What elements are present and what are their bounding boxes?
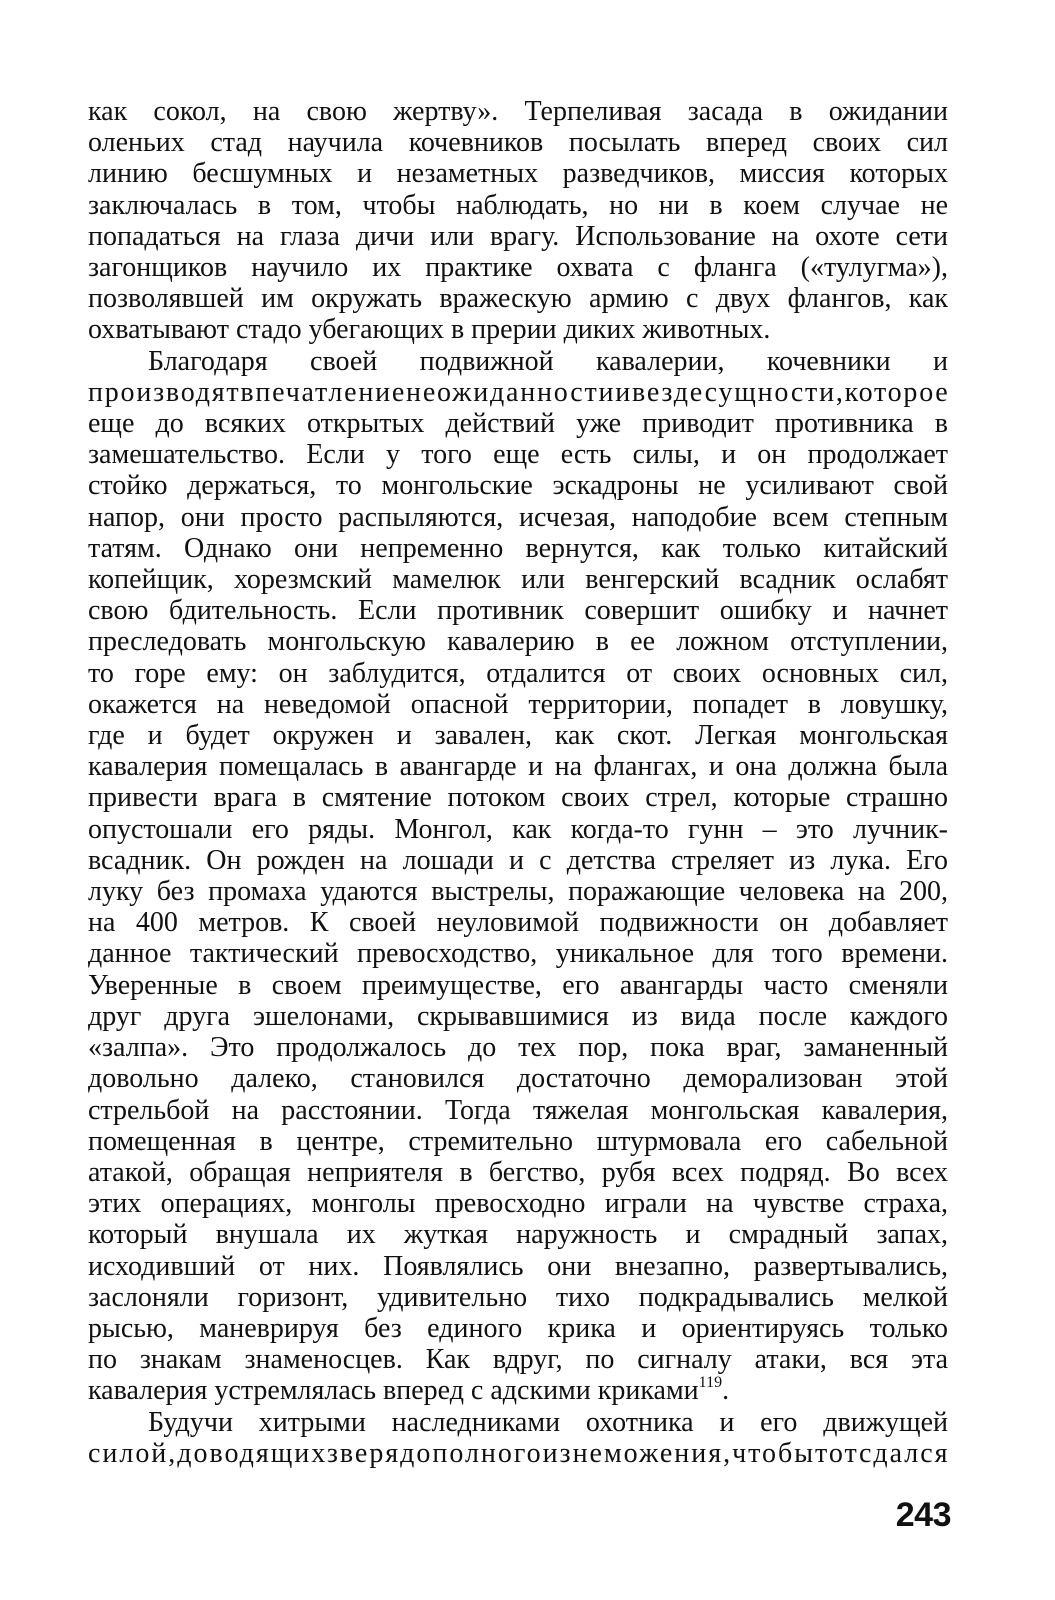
text-line: помещенная в центре, стремительно штурмовала его сабельной [88,1125,948,1157]
text-line: преследовать монгольскую кавалерию в ее ложном отступлении, [88,626,948,658]
text-line: где и будет окружен и завален, как скот. Легкая монгольская [88,720,948,752]
text-line: кавалерия помещалась в авангарде и на флангах, и она должна была [88,751,948,783]
text-line: заслоняли горизонт, удивительно тихо подкрадывались мелкой [88,1281,948,1313]
text-line: Благодаря своей подвижной кавалерии, кочевники и [148,345,948,377]
text-line: «залпа». Это продолжалось до тех пор, пока враг, заманенный [88,1032,948,1064]
text-line: напор, они просто распыляются, исчезая, наподобие всем степным [88,501,948,533]
text-line: Уверенные в своем преимуществе, его авангарды часто сменяли [88,969,948,1001]
text-line: окажется на неведомой опасной территории, попадет в ловушку, [88,688,948,720]
text-line: производятвпечатлениенеожиданностиивездесущности,которое [88,376,950,408]
text-line: загонщиков научило их практике охвата с фланга («тулугма»), [88,252,948,284]
text-line: татям. Однако они непременно вернутся, как только китайский [88,532,948,564]
text-line: замешательство. Если у того еще есть силы, и он продолжает [88,439,948,471]
text-line: линию бесшумных и незаметных разведчиков, миссия которых [88,158,948,190]
text-line: опустошали его ряды. Монгол, как когда-то гунн – это лучник- [88,813,948,845]
text-line: луку без промаха удаются выстрелы, поражающие человека на 200, [88,876,948,908]
text-line: копейщик, хорезмский мамелюк или венгерский всадник ослабят [88,564,948,596]
text-line: всадник. Он рожден на лошади и с детства стреляет из лука. Его [88,844,948,876]
text-line: стрельбой на расстоянии. Тогда тяжелая монгольская кавалерия, [88,1094,948,1126]
page-number: 243 [895,1496,951,1534]
text-line: Будучи хитрыми наследниками охотника и его движущей [148,1406,948,1438]
text-line: то горе ему: он заблудится, отдалится от своих основных сил, [88,657,948,689]
text-line: стойко держаться, то монгольские эскадроны не усиливают свой [88,470,948,502]
text-line-final [88,1375,948,1406]
text-line: охватывают стадо убегающих в прерии диких животных. [88,314,771,346]
text-line: рысью, маневрируя без единого крика и ориентируясь только [88,1312,948,1344]
paragraph-2 [88,346,948,1407]
text-line: попадаться на глаза дичи или врагу. Использование на охоте сети [88,220,948,252]
paragraph-1 [88,96,948,346]
text-line: свою бдительность. Если противник совершит ошибку и начнет [88,595,948,627]
text-line: позволявшей им окружать вражескую армию с двух флангов, как [88,283,948,315]
text-line: силой,доводящихзверядополногоизнеможения,чтобытотсдался [88,1437,950,1469]
footnote-reference[interactable]: 119 [698,1374,723,1392]
text-line: заключалась в том, чтобы наблюдать, но ни в коем случае не [88,189,948,221]
text-line: который внушала их жуткая наружность и смрадный запах, [88,1219,948,1251]
text-line: по знакам знаменосцев. Как вдруг, по сигналу атаки, вся эта [88,1344,948,1376]
text-line: как сокол, на свою жертву». Терпеливая засада в ожидании [88,96,948,127]
page-body [88,96,948,1469]
text-line: еще до всяких открытых действий уже приводит противника в [88,408,948,440]
text-line: атакой, обращая неприятеля в бегство, рубя всех подряд. Во всех [88,1156,948,1188]
text-line: друг друга эшелонами, скрывавшимися из вида после каждого [88,1000,948,1032]
text-line: исходивший от них. Появлялись они внезапно, развертывались, [88,1250,948,1282]
text-line: оленьих стад научила кочевников посылать вперед своих сил [88,127,948,159]
text-line: данное тактический превосходство, уникальное для того времени. [88,938,948,970]
text-line: на 400 метров. К своей неуловимой подвижности он добавляет [88,907,948,939]
paragraph-3 [88,1407,948,1469]
text-line: этих операциях, монголы превосходно играли на чувстве страха, [88,1188,948,1220]
text-line: привести врага в смятение потоком своих стрел, которые страшно [88,782,948,814]
sentence-end: . [722,1375,730,1407]
text-line: довольно далеко, становился достаточно деморализован этой [88,1063,948,1095]
text-line-content: кавалерия устремлялась вперед с адскими криками [88,1375,699,1407]
